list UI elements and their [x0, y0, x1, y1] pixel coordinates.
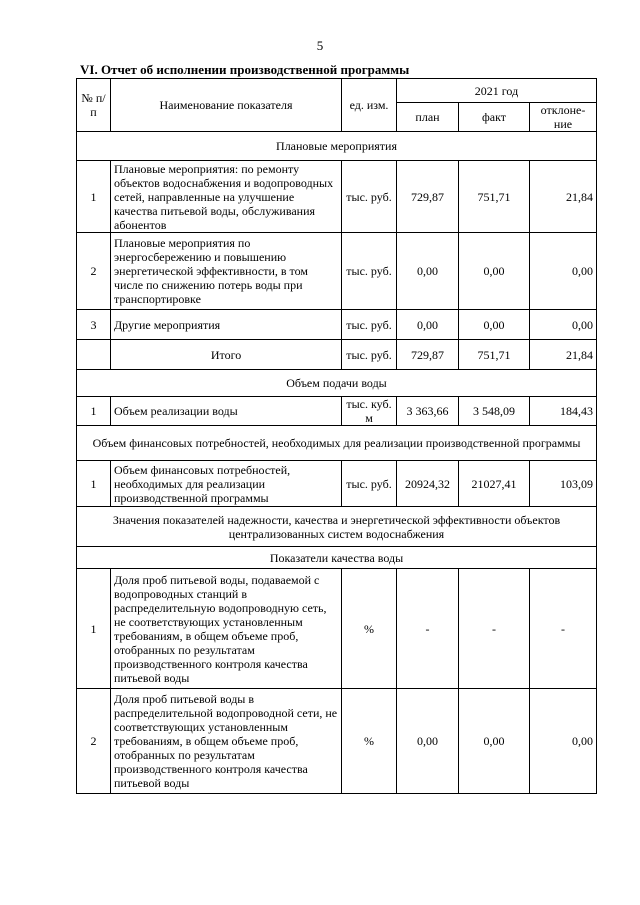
row-deviation: -	[530, 569, 597, 689]
section-row-supply	[77, 370, 597, 397]
section-row-finance	[77, 426, 597, 461]
total-label: Итого	[111, 340, 342, 370]
header-year: 2021 год	[397, 79, 597, 103]
row-unit: %	[342, 569, 397, 689]
row-name: Плановые мероприятия: по ремонту объектов водоснабжения и водопроводных сетей, направленные на улучшение качества питьевой воды, обслуживания абонентов	[111, 161, 342, 233]
row-fact: 751,71	[459, 161, 530, 233]
row-num: 2	[77, 233, 111, 310]
row-deviation: 0,00	[530, 310, 597, 340]
row-unit: тыс. руб.	[342, 233, 397, 310]
row-name: Другие мероприятия	[111, 310, 342, 340]
section-title: VI. Отчет об исполнении производственной программы	[80, 62, 410, 77]
header-fact: факт	[459, 103, 530, 132]
row-fact: 0,00	[459, 310, 530, 340]
row-num: 2	[77, 689, 111, 794]
table-row	[77, 689, 597, 794]
section-finance: Объем финансовых потребностей, необходимых для реализации производственной программы	[77, 426, 597, 461]
row-name: Плановые мероприятия по энергосбережению и повышению энергетической эффективности, в том числе по снижению потерь воды при транспортировке	[111, 233, 342, 310]
section-planned: Плановые мероприятия	[77, 132, 597, 161]
row-deviation: 21,84	[530, 161, 597, 233]
table-row	[77, 569, 597, 689]
row-unit: тыс. куб. м	[342, 397, 397, 426]
row-plan: 0,00	[397, 233, 459, 310]
row-deviation: 103,09	[530, 461, 597, 507]
row-num	[77, 340, 111, 370]
row-plan: 3 363,66	[397, 397, 459, 426]
total-row	[77, 340, 597, 370]
row-fact: -	[459, 569, 530, 689]
table-row	[77, 461, 597, 507]
header-name: Наименование показателя	[111, 79, 342, 132]
row-num: 1	[77, 461, 111, 507]
row-deviation: 184,43	[530, 397, 597, 426]
row-deviation: 0,00	[530, 233, 597, 310]
row-fact: 3 548,09	[459, 397, 530, 426]
row-plan: 0,00	[397, 310, 459, 340]
header-row-1	[77, 79, 597, 103]
header-unit: ед. изм.	[342, 79, 397, 132]
header-num: № п/п	[77, 79, 111, 132]
section-row-planned	[77, 132, 597, 161]
page-number: 5	[316, 38, 324, 53]
row-fact: 0,00	[459, 233, 530, 310]
row-name: Доля проб питьевой воды в распределительной водопроводной сети, не соответствующих установленным требованиям, в общем объеме проб, отобранных по результатам производственного контроля качества питьевой воды	[111, 689, 342, 794]
row-fact: 751,71	[459, 340, 530, 370]
section-row-reliability	[77, 507, 597, 547]
row-plan: 729,87	[397, 340, 459, 370]
row-unit: %	[342, 689, 397, 794]
row-num: 3	[77, 310, 111, 340]
report-table	[76, 78, 597, 794]
table-row	[77, 233, 597, 310]
row-unit: тыс. руб.	[342, 461, 397, 507]
row-name: Объем финансовых потребностей, необходимых для реализации производственной программы	[111, 461, 342, 507]
row-num: 1	[77, 397, 111, 426]
section-row-quality	[77, 547, 597, 569]
section-quality: Показатели качества воды	[77, 547, 597, 569]
row-unit: тыс. руб.	[342, 161, 397, 233]
row-deviation: 0,00	[530, 689, 597, 794]
row-unit: тыс. руб.	[342, 310, 397, 340]
row-plan: 729,87	[397, 161, 459, 233]
table-row	[77, 161, 597, 233]
table-row	[77, 310, 597, 340]
section-reliability: Значения показателей надежности, качества и энергетической эффективности объектов централизованных систем водоснабжения	[77, 507, 597, 547]
table-row	[77, 397, 597, 426]
row-plan: -	[397, 569, 459, 689]
row-name: Объем реализации воды	[111, 397, 342, 426]
section-supply: Объем подачи воды	[77, 370, 597, 397]
row-plan: 20924,32	[397, 461, 459, 507]
row-plan: 0,00	[397, 689, 459, 794]
row-num: 1	[77, 161, 111, 233]
row-deviation: 21,84	[530, 340, 597, 370]
row-fact: 21027,41	[459, 461, 530, 507]
row-fact: 0,00	[459, 689, 530, 794]
row-num: 1	[77, 569, 111, 689]
header-plan: план	[397, 103, 459, 132]
row-name: Доля проб питьевой воды, подаваемой с водопроводных станций в распределительную водопроводную сеть, не соответствующих установленным требованиям, в общем объеме проб, отобранных по результатам производственного контроля качества питьевой воды	[111, 569, 342, 689]
row-unit: тыс. руб.	[342, 340, 397, 370]
header-deviation: отклоне-ние	[530, 103, 597, 132]
